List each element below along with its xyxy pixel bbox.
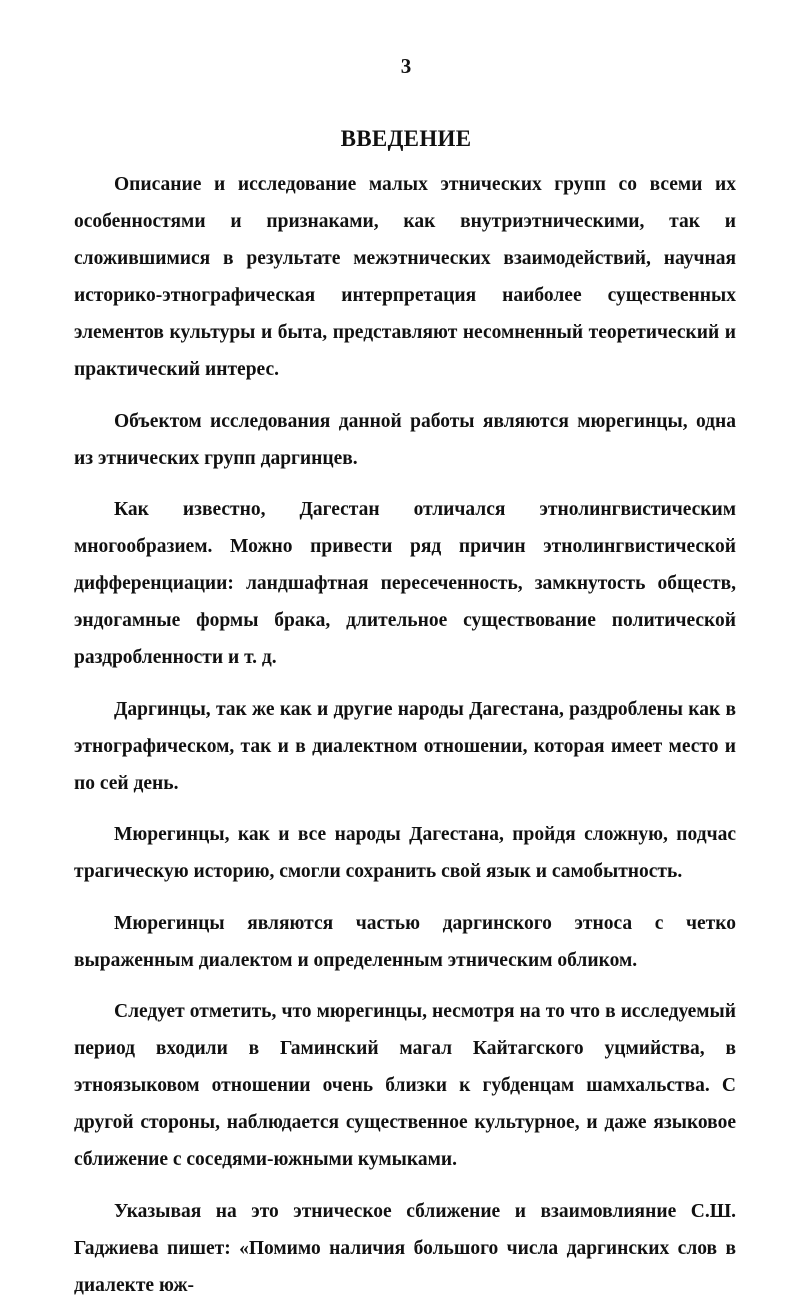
paragraph-8: Указывая на это этническое сближение и взаимовлияние С.Ш. Гаджиева пишет: «Помимо наличия большого числа даргинских слов в диалекте юж- [74,1200,736,1296]
paragraph-6: Мюрегинцы являются частью даргинского этноса с четко выраженным диалектом и определенным этническим обликом. [74,912,736,971]
paragraph-5: Мюрегинцы, как и все народы Дагестана, пройдя сложную, подчас трагическую историю, смогли сохранить свой язык и самобытность. [74,824,736,882]
paragraph-3: Как известно, Дагестан отличался этнолингвистическим многообразием. Можно привести ряд причин этнолингвистической дифференциации: ландшафтная пересеченность, замкнутость обществ, эндогамные формы брака, длительное существование политической раздробленности и т. д. [74,499,736,668]
section-title: ВВЕДЕНИЕ [340,126,472,151]
paragraph-1: Описание и исследование малых этнических групп со всеми их особенностями и признаками, как внутриэтническими, так и сложившимися в результате межэтнических взаимодействий, научная историко-этнографическая интерпретация наиболее существенных элементов культуры и быта, представляют несомненный теоретический и практический интерес. [74,174,736,380]
paragraph-7: Следует отметить, что мюрегинцы, несмотря на то что в исследуемый период входили в Гаминский магал Кайтагского уцмийства, в этноязыковом отношении очень близки к губденцам шамхальства. С другой стороны, наблюдается существенное культурное, и даже языковое сближение с соседями-южными кумыками. [74,1001,736,1170]
page-number: 3 [400,54,412,78]
body-text [74,166,736,1304]
paragraph-2: Объектом исследования данной работы являются мюрегинцы, одна из этнических групп даргинцев. [74,410,736,469]
paragraph-4: Даргинцы, так же как и другие народы Дагестана, раздроблены как в этнографическом, так и в диалектном отношении, которая имеет место и по сей день. [74,698,736,794]
